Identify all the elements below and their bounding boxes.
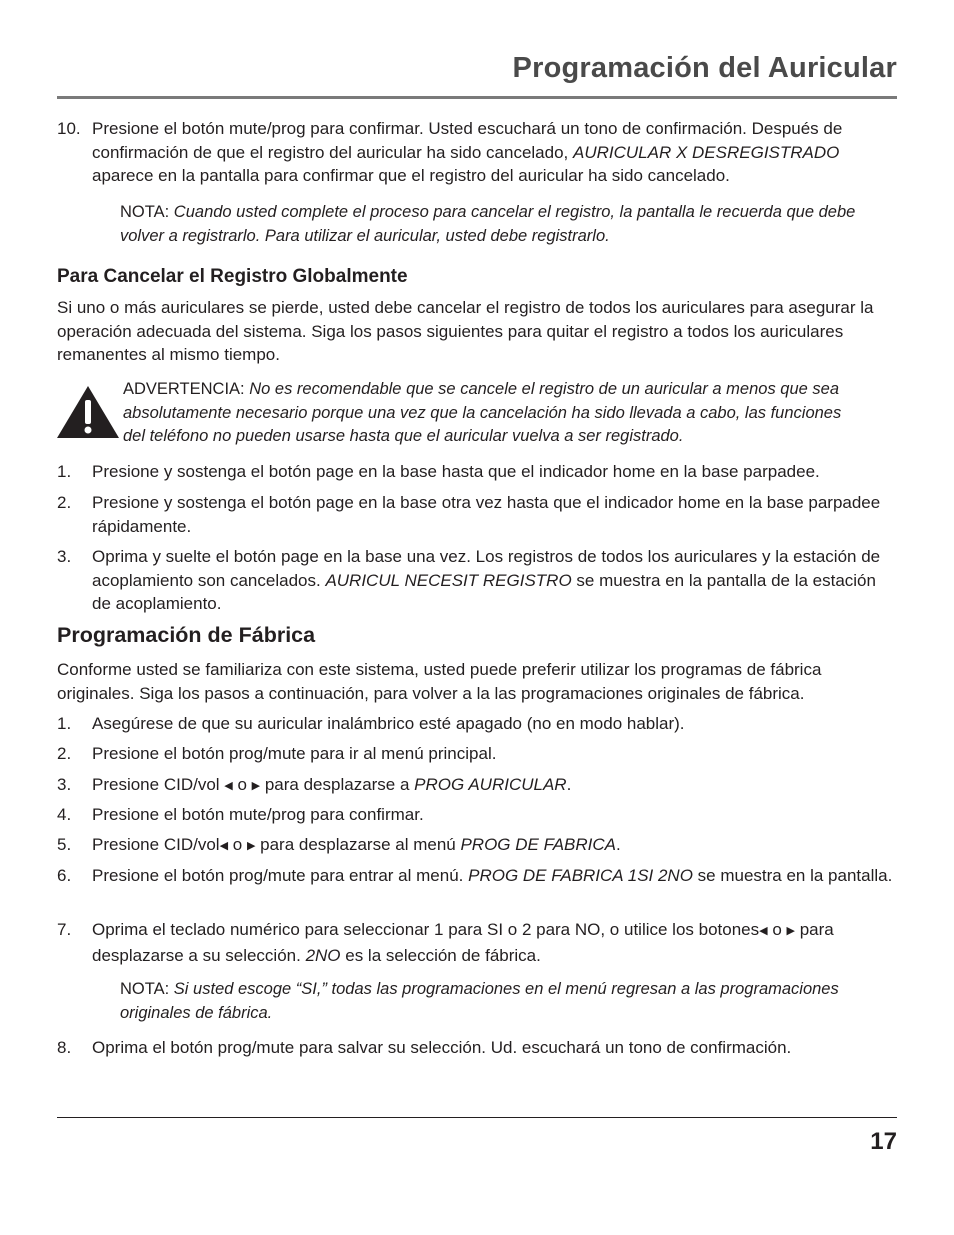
left-triangle-icon: ◀ (219, 840, 229, 852)
warning-triangle-icon (56, 385, 120, 439)
list-item (57, 864, 897, 888)
display-message: PROG DE FABRICA (460, 835, 617, 854)
step-number: 8. (57, 1038, 72, 1057)
section-intro: Si uno o más auriculares se pierde, usted debe cancelar el registro de todos los auriculares para asegurar la operación adecuada del sistema. Siga los pasos siguientes para quitar el registro a todos los auriculares remanentes al mismo tiempo. (57, 298, 874, 364)
list-item (57, 833, 897, 859)
step-number: 5. (57, 835, 72, 854)
step-text: Presione el botón prog/mute para entrar al menú. (92, 866, 469, 885)
step-text: Presione el botón prog/mute para ir al menú principal. (92, 744, 497, 763)
step-number: 2. (57, 744, 72, 763)
step-text: o (767, 920, 787, 939)
step-text: Presione el botón mute/prog para confirmar. (92, 805, 424, 824)
step-number: 3. (57, 547, 72, 566)
list-item (57, 803, 897, 827)
step-number: 1. (57, 462, 72, 481)
step-text: Presione el botón mute/prog para confirmar. Usted escuchará un tono de confirmación. Después de confirmación de que el registro del auricular ha sido cancelado, (92, 119, 843, 162)
list-item (57, 545, 897, 616)
right-triangle-icon: ▶ (251, 780, 261, 792)
warning-text: No es recomendable que se cancele el registro de un auricular a menos que sea absolutamente necesario porque una vez que la cancelación ha sido llevada a cabo, las funciones del teléfono no pueden usarse hasta que el auricular vuelva a ser registrado. (123, 380, 842, 445)
step-text: Oprima y suelte el botón page en la base una vez. Los registros de todos los auriculares y la estación de acoplamiento son cancelados. (92, 547, 881, 590)
step-text: para desplazarse al menú (255, 835, 461, 854)
left-triangle-icon: ◀ (224, 780, 233, 792)
right-triangle-icon: ▶ (786, 925, 795, 937)
display-message: AURICULAR X DESREGISTRADO (573, 142, 840, 162)
step-text: Oprima el botón prog/mute para salvar su selección. Ud. escuchará un tono de confirmación. (92, 1038, 792, 1057)
note (120, 201, 890, 248)
step-text: Presione CID/vol (92, 775, 225, 794)
list-item (57, 918, 897, 967)
step-number: 3. (57, 775, 72, 794)
step-text: . (566, 775, 572, 794)
note-text: Cuando usted complete el proceso para cancelar el registro, la pantalla le recuerda que debe volver a registrarlo. Para utilizar el auricular, usted debe registrarlo. (120, 203, 856, 245)
list-item (57, 773, 897, 799)
left-triangle-icon: ◀ (759, 925, 768, 937)
display-message: PROG DE FABRICA 1SI 2NO (468, 866, 693, 885)
step-number: 4. (57, 805, 72, 824)
display-message: PROG AURICULAR (414, 775, 567, 794)
step-number: 2. (57, 493, 72, 512)
section-heading: Para Cancelar el Registro Globalmente (57, 266, 408, 287)
note-label: NOTA: (120, 203, 170, 221)
step-text: es la selección de fábrica. (340, 945, 541, 965)
page-number: 17 (870, 1128, 897, 1155)
page-title: Programación del Auricular (512, 52, 897, 84)
list-item (57, 460, 897, 484)
step-text: Asegúrese de que su auricular inalámbrico esté apagado (no en modo hablar). (92, 714, 685, 733)
step-text: se muestra en la pantalla de la estación de acoplamiento. (92, 570, 876, 613)
section-intro: Conforme usted se familiariza con este sistema, usted puede preferir utilizar los programas de fábrica originales. Siga los pasos a continuación, para volver a la las programaciones originales de fábrica. (57, 660, 822, 703)
step-text: para desplazarse a (260, 775, 415, 794)
step-number: 7. (57, 920, 72, 939)
footer-divider (57, 1117, 897, 1118)
step-number: 1. (57, 714, 72, 733)
list-item (57, 712, 897, 736)
step-text: o (232, 775, 252, 794)
step-text: Presione y sostenga el botón page en la base hasta que el indicador home en la base parpadee. (92, 462, 820, 481)
step-text: Presione CID/vol (92, 835, 220, 854)
step-text: Presione y sostenga el botón page en la base otra vez hasta que el indicador home en la base parpadee rápidamente. (92, 493, 881, 536)
step-text: . (616, 835, 621, 854)
note (120, 978, 890, 1025)
note-text: Si usted escoge “SI,” todas las programaciones en el menú regresan a las programaciones originales de fábrica. (120, 980, 839, 1022)
step-number: 6. (57, 866, 72, 885)
display-message: 2NO (305, 945, 341, 965)
step-text: aparece en la pantalla para confirmar que el registro del auricular ha sido cancelado. (92, 166, 730, 185)
warning-note (123, 378, 853, 449)
header-divider (57, 96, 897, 99)
list-item (57, 1036, 897, 1060)
section-heading: Programación de Fábrica (57, 623, 316, 647)
right-triangle-icon: ▶ (246, 840, 256, 852)
step-number: 10. (57, 119, 81, 138)
list-item (57, 117, 897, 188)
step-text: se muestra en la pantalla. (692, 866, 893, 885)
list-item (57, 742, 897, 766)
note-label: NOTA: (120, 980, 170, 998)
list-item (57, 491, 897, 538)
step-text: Oprima el teclado numérico para seleccionar 1 para SI o 2 para NO, o utilice los botones (92, 920, 760, 939)
step-text: o (228, 835, 247, 854)
warning-label: ADVERTENCIA: (123, 380, 245, 398)
step-text: para desplazarse a su selección. (92, 920, 834, 965)
display-message: AURICUL NECESIT REGISTRO (325, 570, 572, 590)
